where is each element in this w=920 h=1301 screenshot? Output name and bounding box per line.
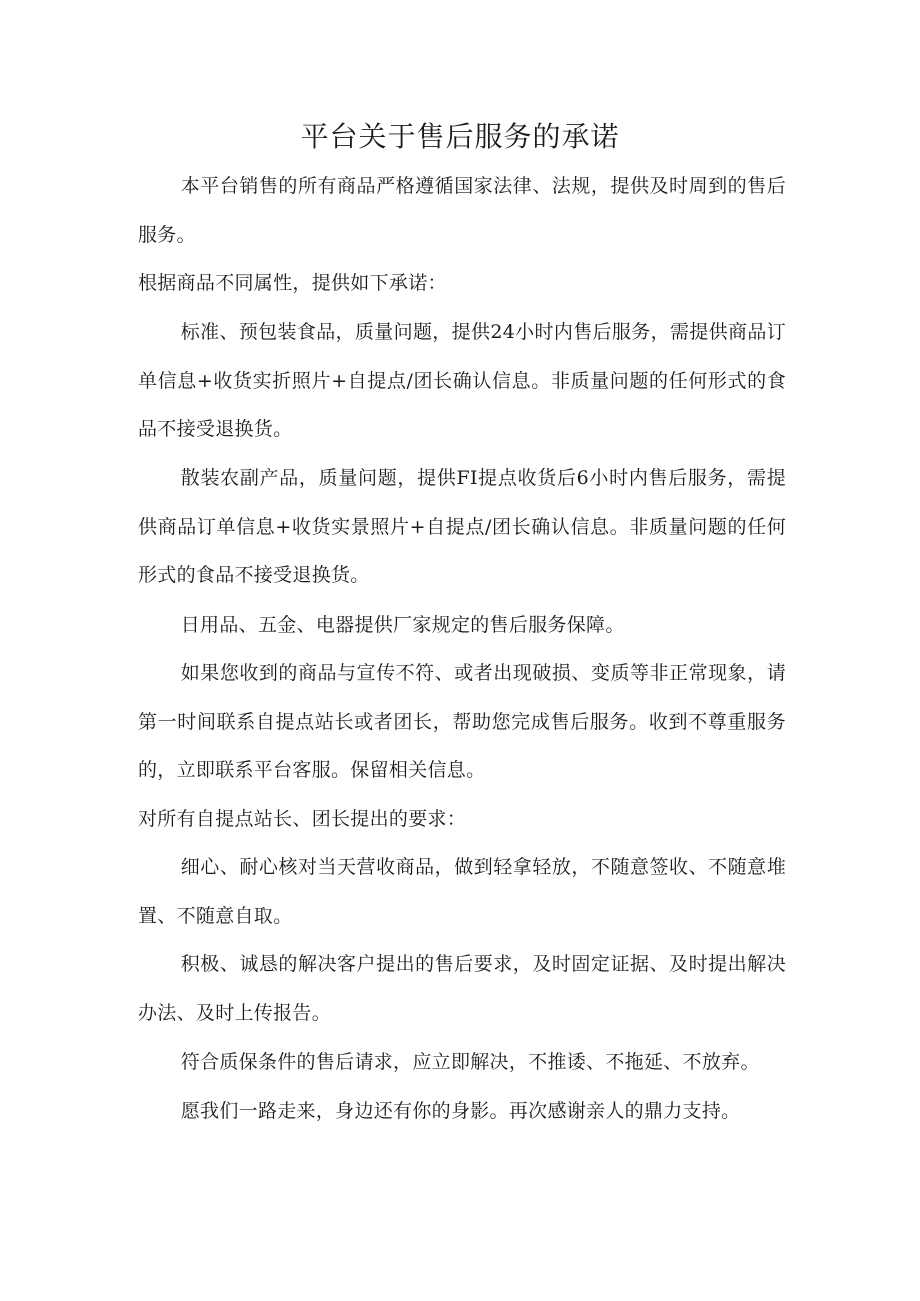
paragraph-thanks: 愿我们一路走来，身边还有你的身影。再次感谢亲人的鼎力支持。: [180, 1100, 741, 1122]
document-title: 平台关于售后服务的承诺: [300, 120, 620, 153]
paragraph-commitment-heading: 根据商品不同属性，提供如下承诺：: [138, 272, 447, 294]
paragraph-warranty: 符合质保条件的售后请求，应立即解决，不推诿、不拖延、不放弃。: [180, 1051, 760, 1073]
paragraph-careful-check: 细心、耐心核对当天营收商品，做到轻拿轻放，不随意签收、不随意堆置、不随意自取。: [138, 856, 786, 927]
paragraph-requirements-heading: 对所有自提点站长、团长提出的要求：: [138, 808, 467, 830]
paragraph-contact: 如果您收到的商品与宣传不符、或者出现破损、变质等非正常现象，请第一时间联系自提点站长或者团长，帮助您完成售后服务。收到不尊重服务的，立即联系平台客服。保留相关信息。: [138, 662, 786, 781]
paragraph-resolve: 积极、诚恳的解决客户提出的售后要求，及时固定证据、及时提出解决办法、及时上传报告。: [138, 953, 786, 1024]
paragraph-intro: 本平台销售的所有商品严格遵循国家法律、法规，提供及时周到的售后服务。: [138, 175, 786, 246]
paragraph-packaged-food: 标准、预包装食品，质量问题，提供24小时内售后服务，需提供商品订单信息+收货实折照片+自提点/团长确认信息。非质量问题的任何形式的食品不接受退换货。: [138, 321, 786, 440]
paragraph-daily-goods: 日用品、五金、电器提供厂家规定的售后服务保障。: [180, 614, 625, 636]
paragraph-bulk-produce: 散装农副产品，质量问题，提供FI提点收货后6小时内售后服务，需提供商品订单信息+收货实景照片+自提点/团长确认信息。非质量问题的任何形式的食品不接受退换货。: [138, 467, 786, 586]
